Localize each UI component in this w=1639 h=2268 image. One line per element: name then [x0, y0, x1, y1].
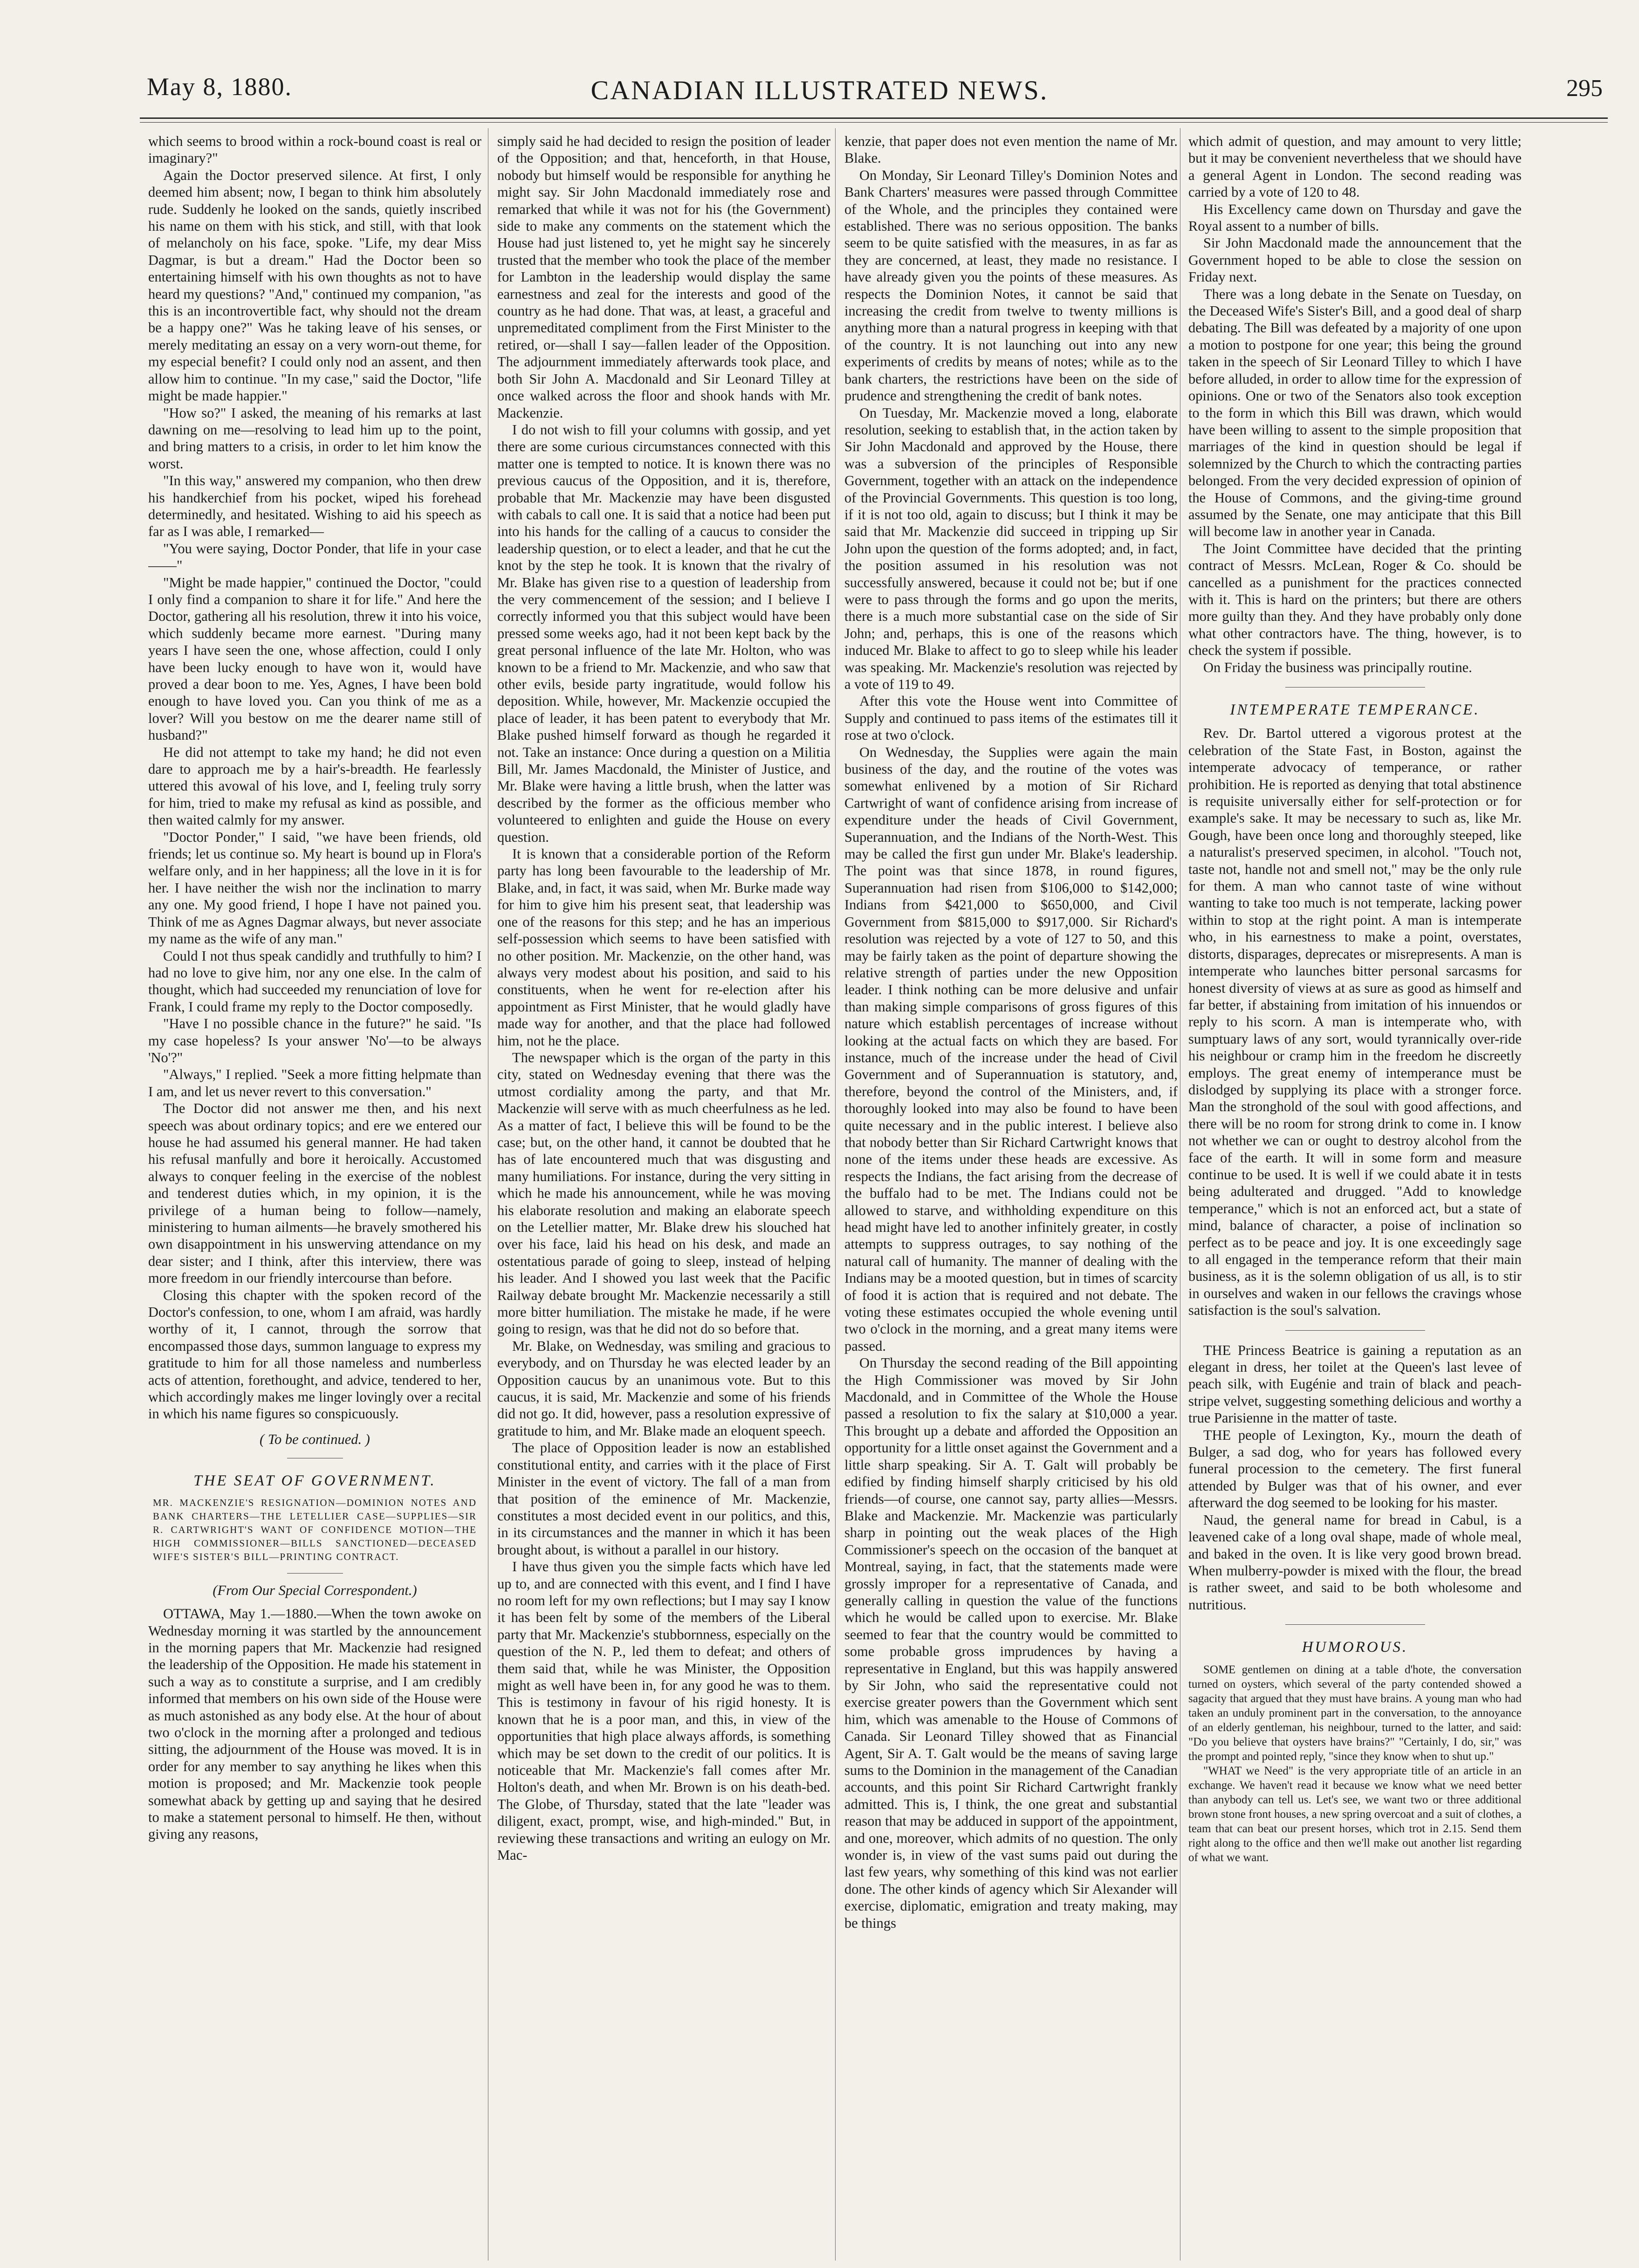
story-paragraph: I do not wish to fill your columns with gossip, and yet there are some curious circumstances connected with this matter one is tempted to notice. It is known there was no previous caucus of the Opposition, and it is, therefore, probable that Mr. Mackenzie may have been disgusted with cabals to call one. It is said that a notice had been put into his hands for the calling of a caucus to consider the leadership question, or to elect a leader, and that he cut the knot by the step he took. It is known that the rivalry of Mr. Blake has given rise to a question of leadership from the very commencement of the session; and I believe I correctly informed you that this subject would have been pressed some weeks ago, had it not been kept back by the great personal influence of the late Mr. Holton, who was known to be a friend to Mr. Mackenzie, and who saw that other evils, beside party ingratitude, would follow his deposition. While, however, Mr. Mackenzie occupied the place of leader, it has been patent to everybody that Mr. Blake pushed himself forward as though he regarded it not. Take an instance: Once during a question on a Militia Bill, Mr. James Macdonald, the Minister of Justice, and Mr. Blake were having a little brush, when the latter was described by the former as the officious member who volunteered to enlighten and guide the House on every question. — [497, 421, 830, 845]
section-divider — [1285, 1624, 1425, 1625]
story-paragraph: Closing this chapter with the spoken record of the Doctor's confession, to one, whom I am afraid, was hardly worthy of it, I cannot, through the sorrow that encompassed those days, summon language to express my gratitude to him for all those nameless and numberless acts of attention, forethought, and advice, tendered to her, which accordingly makes me linger lovingly over a recital in which his name figures so conspicuously. — [148, 1287, 481, 1422]
story-paragraph: The newspaper which is the organ of the party in this city, stated on Wednesday evening that there was the utmost cordiality among the party, and that Mr. Mackenzie will serve with as much cheerfulness as he led. As a matter of fact, I believe this will be found to be the case; but, on the other hand, it cannot be doubted that he has of late encountered much that was disgusting and many humiliations. For instance, during the very sitting in which he made his announcement, while he was moving his elaborate resolution and making an elaborate speech on the Letellier matter, Mr. Blake drew his slouched hat over his face, laid his head on his desk, and made an ostentatious parade of going to sleep, instead of helping his leader. And I showed you last week that the Pacific Railway debate brought Mr. Mackenzie necessarily a still more bitter humiliation. The mistake he made, if he were going to resign, was that he did not do so before that. — [497, 1049, 830, 1337]
section-divider — [287, 1573, 343, 1574]
story-paragraph: The Joint Committee have decided that the printing contract of Messrs. McLean, Roger & Co. should be cancelled as a punishment for the practices connected with it. This is hard on the printers; but there are others more guilty than they. And they have probably only done what other contractors have. The thing, however, is to check the system if possible. — [1188, 540, 1522, 659]
story-paragraph: It is known that a considerable portion of the Reform party has long been favourable to the leadership of Mr. Blake, and, in fact, it was said, when Mr. Burke made way for him to give him his present seat, that leadership was one of the reasons for this step; and he has an imperious self-possession which seems to have been satisfied with no other position. Mr. Mackenzie, on the other hand, was always very modest about his position, and said to his constituents, when he went for re-election after his appointment as First Minister, that he would gladly have made way for another, and that the place had followed him, not he the place. — [497, 846, 830, 1049]
story-paragraph: Rev. Dr. Bartol uttered a vigorous protest at the celebration of the State Fast, in Boston, against the intemperate advocacy of temperance, or rather prohibition. He is reported as denying that total abstinence is requisite universally either for self-protection or for example's sake. It may be necessary to such as, like Mr. Gough, have been once long and thoroughly steeped, like a naturalist's preserved specimen, in alcohol. "Touch not, taste not, handle not and smell not," may be the only rule for them. A man who cannot taste of wine without wanting to take too much is not temperate, lacking power within to stop at the right point. A man is intemperate who, in his earnestness to make a point, overstates, distorts, disparages, deprecates or misrepresents. A man is intemperate who launches bitter personal sarcasms for honest diversity of views at as sure as good as himself and far better, if abstaining from imitation of his innuendos or reply to his scorn. A man is intemperate who, with sumptuary laws of any sort, would tyrannically over-ride his neighbour or cramp him in the freedom he discreetly employs. The great enemy of intemperance must be dislodged by supplying its place with a stronger force. Man the stronghold of the soul with good affections, and there will be no room for strong drink to come in. I know not whether we can or ought to destroy alcohol from the face of the earth. It will in some form and measure continue to be used. It is well if we could abate it in tests being adulterated and drugged. "Add to knowledge temperance," which is not an enforced act, but a state of mind, balance of character, a poise of inclination so perfect as to be peace and joy. It is one exceedingly sage to all engaged in the temperance reform that their main business, as it is the solemn obligation of us all, is to stir in ourselves and waken in our fellows the cravings whose satisfaction is the soul's salvation. — [1188, 725, 1522, 1319]
newspaper-title: CANADIAN ILLUSTRATED NEWS. — [590, 75, 1049, 105]
masthead-rule — [140, 117, 1608, 119]
story-paragraph: kenzie, that paper does not even mention the name of Mr. Blake. — [844, 133, 1178, 166]
story-paragraph: On Monday, Sir Leonard Tilley's Dominion Notes and Bank Charters' measures were passed through Committee of the Whole, and the principles they contained were established. There was no serious opposition. The banks seem to be quite satisfied with the measures, in as far as they are concerned, at least, they made no resistance. I have already given you the points of these measures. As respects the Dominion Notes, it cannot be said that increasing the credit from twelve to twenty millions is anything more than a natural progress in keeping with that of the country. It is not launching out into any new experiments of credits by means of notes; while as to the bank charters, the restrictions have been on the side of prudence and strengthening the credit of bank notes. — [844, 167, 1178, 404]
story-paragraph: "Always," I replied. "Seek a more fitting helpmate than I am, and let us never revert to this conversation." — [148, 1066, 481, 1100]
story-paragraph: Again the Doctor preserved silence. At first, I only deemed him absent; now, I began to think him absolutely rude. Suddenly he looked on the sands, quietly inscribed his name on them with his stick, and still, with that look of melancholy on his face, spoke. "Life, my dear Miss Dagmar, is but a dream." Had the Doctor been so entertaining himself with his own thoughts as not to have heard my questions? "And," continued my companion, "as this is an incontrovertible fact, why should not the dream be a happy one?" Was he taking leave of his senses, or merely meditating an essay on a very worn-out theme, for my especial benefit? I could only nod an assent, and then allow him to continue. "In my case," said the Doctor, "life might be made happier." — [148, 167, 481, 404]
story-paragraph: THE people of Lexington, Ky., mourn the death of Bulger, a sad dog, who for years has followed every funeral procession to the cemetery. The first funeral attended by Bulger was that of his owner, and ever afterward the dog seemed to be looking for his master. — [1188, 1427, 1522, 1511]
section-heading: HUMOROUS. — [1302, 1639, 1408, 1656]
story-paragraph: The place of Opposition leader is now an established constitutional entity, and carries with it the place of First Minister in the event of victory. The fall of a man from that position of the eminence of Mr. Mackenzie, constitutes a most decided event in our politics, and this, in its circumstances and the manner in which it has been brought about, is without a parallel in our history. — [497, 1440, 830, 1558]
section-divider — [1285, 1330, 1425, 1331]
story-paragraph: "Have I no possible chance in the future?" he said. "Is my case hopeless? Is your answer 'No'—to be always 'No'?" — [148, 1016, 481, 1065]
story-paragraph: which admit of question, and may amount to very little; but it may be convenient nevertheless that we should have a general Agent in London. The second reading was carried by a vote of 120 to 48. — [1188, 133, 1522, 200]
story-paragraph: which seems to brood within a rock-bound coast is real or imaginary?" — [148, 133, 481, 166]
story-paragraph: After this vote the House went into Committee of Supply and continued to pass items of the estimates till it rose at two o'clock. — [844, 693, 1178, 743]
masthead — [0, 0, 1639, 112]
story-paragraph: "You were saying, Doctor Ponder, that life in your case——" — [148, 540, 481, 574]
story-paragraph: Could I not thus speak candidly and truthfully to him? I had no love to give him, nor any one else. In the calm of thought, which had succeeded my renunciation of love for Frank, I could frame my reply to the Doctor composedly. — [148, 948, 481, 1015]
page-number: 295 — [1566, 75, 1603, 102]
story-paragraph: On Friday the business was principally routine. — [1203, 659, 1472, 675]
masthead-rule-thin — [140, 122, 1608, 123]
story-paragraph: On Tuesday, Mr. Mackenzie moved a long, elaborate resolution, seeking to establish that, in the action taken by Sir John Macdonald and approved by the House, there was a subversion of the principles of Responsible Government, together with an attack on the independence of the Provincial Governments. This question is too long, if it is not too old, again to discuss; but I think it may be said that Mr. Mackenzie did succeed in tripping up Sir John upon the question of the forms adopted; and, in fact, the position assumed in his resolution was not successfully answered, because it could not be; but if one were to pass through the forms and go upon the merits, there is a much more substantial case on the side of Sir John; and, perhaps, this is one of the reasons which induced Mr. Blake to affect to go to sleep while his leader was speaking. Mr. Mackenzie's resolution was rejected by a vote of 119 to 49. — [844, 405, 1178, 692]
section-heading: THE SEAT OF GOVERNMENT. — [193, 1472, 436, 1490]
story-paragraph: SOME gentlemen on dining at a table d'hote, the conversation turned on oysters, which several of the party contended showed a sagacity that argued that they must have brains. A young man who had taken an unduly prominent part in the conversation, to the annoyance of an elderly gentleman, his neighbour, turned to the latter, and said: "Do you believe that oysters have brains?" "Certainly, I do, sir," was the prompt and pointed reply, "since they know when to shut up." — [1188, 1663, 1522, 1763]
story-paragraph: He did not attempt to take my hand; he did not even dare to approach me by a hair's-breadth. He fearlessly uttered this avowal of his love, and I, feeling truly sorry for him, tried to make my refusal as kind as possible, and then waited calmly for my answer. — [148, 744, 481, 828]
story-paragraph: "In this way," answered my companion, who then drew his handkerchief from his pocket, wiped his forehead determinedly, and hesitated. Wishing to aid his speech as far as I was able, I remarked— — [148, 473, 481, 540]
byline: (From Our Special Correspondent.) — [213, 1582, 417, 1598]
story-paragraph: "How so?" I asked, the meaning of his remarks at last dawning on me—resolving to lead him up to the point, and bring matters to a crisis, in order to let him know the worst. — [148, 405, 481, 472]
column-3 — [844, 133, 1178, 2258]
to-be-continued: ( To be continued. ) — [260, 1431, 370, 1447]
story-paragraph: THE Princess Beatrice is gaining a reputation as an elegant in dress, her toilet at the Queen's last levee of peach silk, with Eugénie and train of black and peach-stripe velvet, suggesting something delicious and worthy a true Parisienne in the matter of taste. — [1188, 1342, 1522, 1426]
story-paragraph: On Wednesday, the Supplies were again the main business of the day, and the routine of the votes was somewhat enlivened by a motion of Sir Richard Cartwright of want of confidence arising from increase of expenditure under the heads of Civil Government, Superannuation, and the Indians of the North-West. This may be called the first gun under Mr. Blake's leadership. The point was that since 1878, in round figures, Superannuation had risen from $106,000 to $142,000; Indians from $421,000 to $650,000, and Civil Government from $815,000 to $917,000. Sir Richard's resolution was rejected by a vote of 127 to 50, and this may be fairly taken as the point of departure showing the relative strength of parties under the new Opposition leader. I think nothing can be more delusive and unfair than making simple comparisons of gross figures of this nature which establish percentages of increase without looking at the actual facts on which they are based. For instance, much of the increase under the head of Civil Government and of Superannuation is statutory, and, therefore, beyond the control of the Ministers, and, if thoroughly looked into may also be found to have been quite necessary and in the public interest. I believe also that nobody better than Sir Richard Cartwright knows that none of the items under these heads are excessive. As respects the Indians, the fact arising from the decrease of the buffalo had to be met. The Indians could not be allowed to starve, and withholding expenditure on this head might have led to another infinitely greater, in costly attempts to suppress outrages, to say nothing of the natural call of humanity. The manner of dealing with the Indians may be a mooted question, but in times of scarcity of food it is action that is required and not debate. The voting these estimates occupied the whole evening until two o'clock in the morning, and a great many items were passed. — [844, 744, 1178, 1354]
story-paragraph: I have thus given you the simple facts which have led up to, and are connected with this event, and I find I have no room left for my own reflections; but I may say I know it has been felt by some of the members of the Liberal party that Mr. Mackenzie's stubbornness, especially on the question of the N. P., led them to defeat; and others of them said that, while he was Minister, the Opposition might as well have been in, for any good he was to them. This is testimony in favour of his rigid honesty. It is known that he is a poor man, and this, in view of the opportunities that high place always affords, is something which may be set down to the credit of our politics. It is noticeable that Mr. Mackenzie's fall comes after Mr. Holton's death, and when Mr. Brown is on his death-bed. The Globe, of Thursday, stated that the late "leader was diligent, exact, prompt, wise, and high-minded." But, in reviewing these transactions and writing an eulogy on Mr. Mac- — [497, 1559, 830, 1863]
issue-date: May 8, 1880. — [147, 73, 292, 101]
story-paragraph: "Doctor Ponder," I said, "we have been friends, old friends; let us continue so. My heart is bound up in Flora's welfare only, and in her happiness; all the love in it is for her. I have neither the wish nor the inclination to marry any one. My good friend, I hope I have not pained you. Think of me as Agnes Dagmar always, but never associate my name as the wife of any man." — [148, 829, 481, 947]
story-paragraph: His Excellency came down on Thursday and gave the Royal assent to a number of bills. — [1188, 201, 1522, 234]
story-paragraph: "WHAT we Need" is the very appropriate title of an article in an exchange. We haven't read it because we know what we need better than anybody can tell us. Let's see, we want two or three additional brown stone front houses, a new spring overcoat and a suit of clothes, a team that can beat our present horses, which trot in 2.15. Send them right along to the office and then we'll make out another list regarding of what we want. — [1188, 1764, 1522, 1864]
story-paragraph: Naud, the general name for bread in Cabul, is a leavened cake of a long oval shape, made of whole meal, and baked in the oven. It is like very good brown bread. When mulberry-powder is mixed with the flour, the bread is rather sweet, and said to be both wholesome and nutritious. — [1188, 1512, 1522, 1613]
column-1 — [148, 133, 481, 2258]
story-paragraph: Sir John Macdonald made the announcement that the Government hoped to be able to close the session on Friday next. — [1188, 235, 1522, 285]
story-paragraph: "Might be made happier," continued the Doctor, "could I only find a companion to share it for life." And here the Doctor, gathering all his resolution, threw it into his voice, which suddenly became more earnest. "During many years I have seen the one, whose affection, could I only have been lucky enough to have won it, would have proved a dear boon to me. Yes, Agnes, I have been bold enough to have loved you. Can you think of me as a lover? Will you bestow on me the dearer name still of husband?" — [148, 574, 481, 743]
story-paragraph: The Doctor did not answer me then, and his next speech was about ordinary topics; and ere we entered our house he had assumed his general manner. He had taken his refusal manfully and bore it heroically. Accustomed always to conquer feeling in the exercise of the noblest and tenderest duties which, in my opinion, it is the privilege of a human being to follow—namely, ministering to human ailments—he bravely smothered his own disappointment in his unswerving attendance on my dear sister; and I think, after this interview, there was more freedom in our friendly intercourse than before. — [148, 1100, 481, 1286]
story-paragraph: simply said he had decided to resign the position of leader of the Opposition; and that, henceforth, in that House, nobody but himself would be responsible for anything he might say. Sir John Macdonald immediately rose and remarked that while it was not for his (the Government) side to make any comments on the statement which the House had just listened to, yet he might say he sincerely trusted that the member who took the place of the member for Lambton in the leadership would display the same earnestness and zeal for the interests and good of the country as he had done. That was, at least, a graceful and unpremeditated compliment from the First Minister to the retired, or—shall I say—fallen leader of the Opposition. The adjournment immediately afterwards took place, and both Sir John A. Macdonald and Sir Leonard Tilley at once walked across the floor and shook hands with Mr. Mackenzie. — [497, 133, 830, 421]
section-subhead: MR. MACKENZIE'S RESIGNATION—DOMINION NOTES AND BANK CHARTERS—THE LETELLIER CASE—SUPPLIES—SIR R. CARTWRIGHT'S WANT OF CONFIDENCE MOTION—THE HIGH COMMISSIONER—BILLS SANCTIONED—DECEASED WIFE'S SISTER'S BILL—PRINTING CONTRACT. — [153, 1497, 477, 1562]
story-paragraph: On Thursday the second reading of the Bill appointing the High Commissioner was moved by Sir John Macdonald, and in Committee of the Whole the House passed a resolution to fix the salary at $10,000 a year. This brought up a debate and afforded the Opposition an opportunity for a little onset against the Government and a little sharp speaking. Sir A. T. Galt will probably be edified by finding himself sharply criticised by his old friends—of course, one cannot say, party allies—Messrs. Blake and Mackenzie. Mr. Mackenzie was particularly sharp in pointing out the weak places of the High Commissioner's speech on the occasion of the banquet at Montreal, saying, in fact, that the statements made were grossly improper for a representative of Canada, and generally calling in question the value of the functions which he would be called upon to exercise. Mr. Blake seemed to fear that the country would be committed to some probable gross imprudences by having a representative in England, but this was happily answered by Sir John, who said the representative could not exercise greater powers than the Government which sent him, which was amenable to the House of Commons of Canada. Sir Leonard Tilley showed that as Financial Agent, Sir A. T. Galt would be the means of saving large sums to the Dominion in the management of the Canadian accounts, and this point Sir Richard Cartwright frankly admitted. This is, I think, the one great and substantial reason that may be adduced in support of the appointment, and one, moreover, which admits of no question. The only wonder is, in view of the vast sums paid out during the last few years, why something of this kind was not earlier done. The other kinds of agency which Sir Alexander will exercise, diplomatic, emigration and treaty making, may be things — [844, 1355, 1178, 1931]
column-2 — [497, 133, 830, 2258]
column-divider — [835, 128, 836, 2261]
section-heading: INTEMPERATE TEMPERANCE. — [1230, 701, 1480, 718]
column-4 — [1188, 133, 1522, 2258]
story-paragraph: Mr. Blake, on Wednesday, was smiling and gracious to everybody, and on Thursday he was elected leader by an Opposition caucus by an unanimous vote. But to this caucus, it is said, Mr. Mackenzie and some of his friends did not go. It did, however, pass a resolution expressive of gratitude to him, and Mr. Blake made an eloquent speech. — [497, 1338, 830, 1439]
story-paragraph: There was a long debate in the Senate on Tuesday, on the Deceased Wife's Sister's Bill, and a good deal of sharp debating. The Bill was defeated by a majority of one upon a motion to postpone for one year; this being the ground taken in the speech of Sir Leonard Tilley to which I have before alluded, in order to allow time for the expression of opinions. One or two of the Senators also took exception to the form in which this Bill was drawn, which would have been willing to assent to the simple proposition that marriages of the kind in question should be legal if solemnized by the Church to which the contracting parties belonged. From the very decided expression of opinion of the House of Commons, and the giving-time ground assumed by the Senate, one may anticipate that this Bill will become law in another year in Canada. — [1188, 286, 1522, 540]
story-paragraph: OTTAWA, May 1.—1880.—When the town awoke on Wednesday morning it was startled by the announcement in the morning papers that Mr. Mackenzie had resigned the leadership of the Opposition. He made his statement in such a way as to constitute a surprise, and I am credibly informed that members on his own side of the House were as much astonished as any body else. At the hour of about two o'clock in the morning after a prolonged and tedious sitting, the adjournment of the House was moved. It is in order for any member to say anything he likes when this motion is proposed; and Mr. Mackenzie took people somewhat aback by getting up and saying that he desired to make a statement personal to himself. He then, without giving any reasons, — [148, 1606, 481, 1842]
